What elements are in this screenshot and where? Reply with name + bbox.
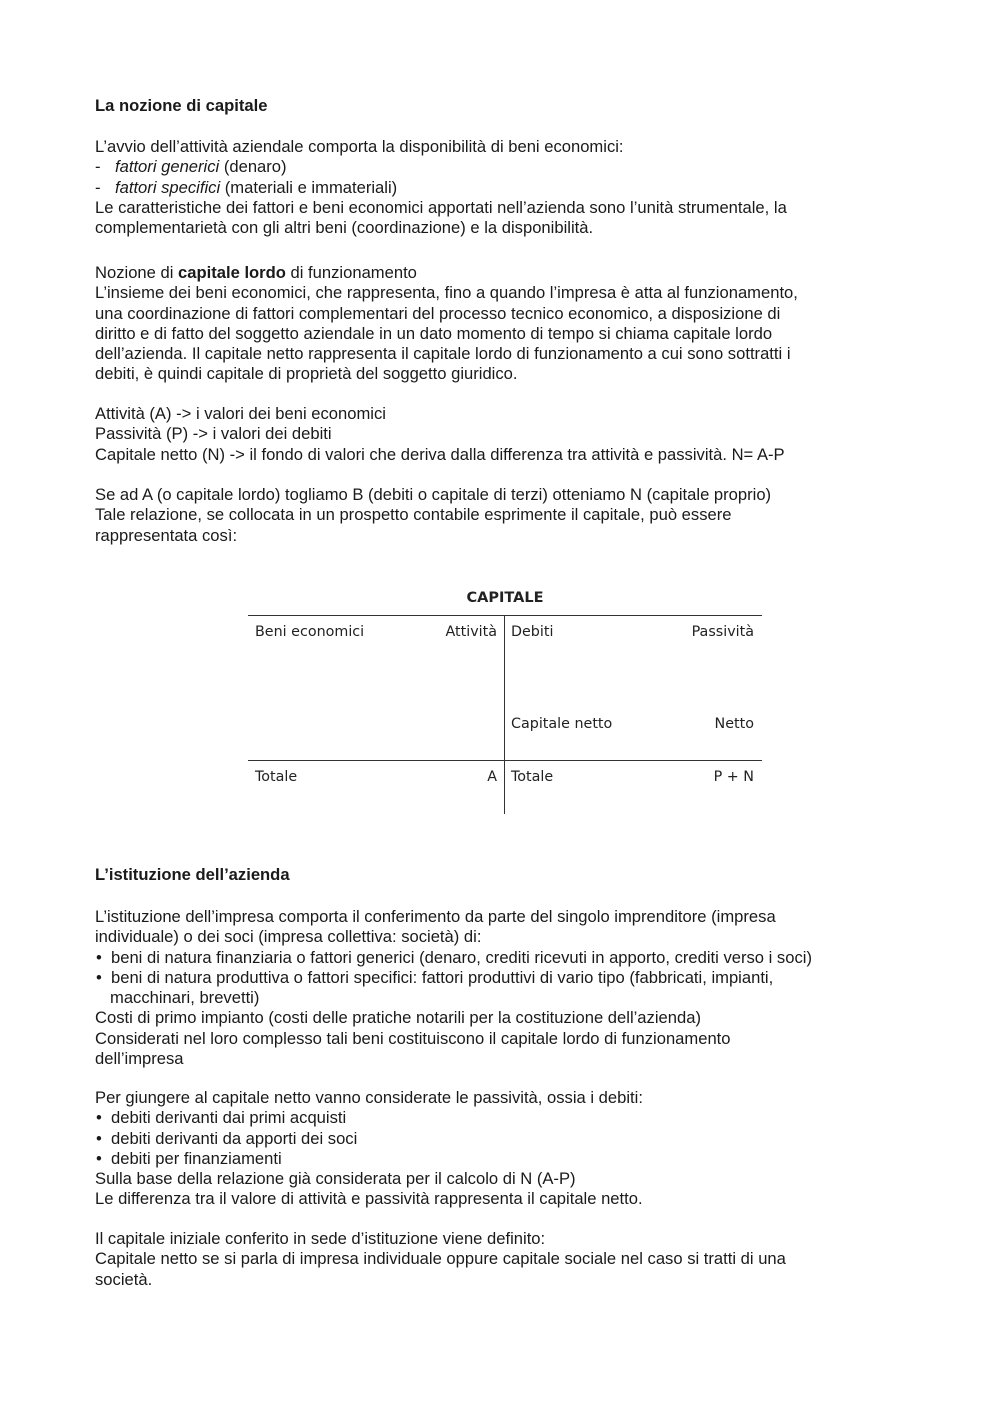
left-total-label: Totale: [255, 769, 298, 785]
right-mid-label: Capitale netto: [511, 716, 613, 732]
bullet-marker: •: [96, 1148, 102, 1168]
t-account-divider: [504, 615, 505, 814]
paragraph-line: Le differenza tra il valore di attività e passività rappresenta il capitale netto.: [95, 1189, 643, 1209]
list-item-italic: fattori generici: [115, 157, 220, 177]
section-title: La nozione di capitale: [95, 96, 268, 115]
paragraph-line: dell’impresa: [95, 1049, 184, 1069]
dash-marker: -: [95, 157, 101, 177]
paragraph-line: L’istituzione dell’impresa comporta il conferimento da parte del singolo imprenditore (impresa: [95, 907, 776, 926]
list-item-text: debiti per finanziamenti: [111, 1148, 282, 1168]
list-item-continuation: macchinari, brevetti): [110, 988, 260, 1008]
definitions-block: [95, 404, 915, 465]
paragraph-line: rappresentata così:: [95, 525, 238, 545]
intro-block: [95, 137, 915, 238]
passivita-block: [95, 1088, 915, 1210]
list-item-text: debiti derivanti dai primi acquisti: [111, 1108, 347, 1128]
paragraph-line: Considerati nel loro complesso tali beni costituiscono il capitale lordo di funzionamento: [95, 1028, 731, 1048]
definition-line: Capitale netto (N) -> il fondo di valori che deriva dalla differenza tra attività e passività. N= A-P: [95, 444, 785, 464]
left-total-value: A: [487, 769, 497, 785]
paragraph-line: Per giungere al capitale netto vanno considerate le passività, ossia i debiti:: [95, 1088, 643, 1107]
paragraph-line: L’insieme dei beni economici, che rappresenta, fino a quando l’impresa è atta al funzionamento,: [95, 283, 798, 303]
list-item-text: beni di natura produttiva o fattori specifici: fattori produttivi di vario tipo (fabbricati, impianti,: [111, 967, 774, 987]
nozione-bold: capitale lordo: [178, 263, 286, 282]
nozione-prefix: Nozione di: [95, 263, 179, 282]
right-mid-value: Netto: [714, 716, 754, 732]
list-item: [95, 157, 915, 177]
bullet-marker: •: [96, 967, 102, 987]
paragraph-line: Il capitale iniziale conferito in sede d’istituzione viene definito:: [95, 1229, 546, 1248]
paragraph-line: Tale relazione, se collocata in un prospetto contabile esprimente il capitale, può essere: [95, 505, 732, 525]
right-top-value: Passività: [691, 624, 754, 640]
list-item-italic: fattori specifici: [115, 177, 221, 197]
list-item: [95, 178, 915, 198]
paragraph-line: una coordinazione di fattori complementari del processo tecnico economico, a disposizione di: [95, 303, 781, 323]
capitale-lordo-block: [95, 263, 915, 385]
section-istituzione: [95, 865, 915, 885]
bullet-marker: •: [96, 1128, 102, 1148]
definition-line: Attività (A) -> i valori dei beni economici: [95, 404, 386, 423]
paragraph-line: Costi di primo impianto (costi delle pratiche notarili per la costituzione dell’azienda): [95, 1008, 701, 1028]
istituzione-block: [95, 907, 915, 1069]
list-item-rest: (materiali e immateriali): [220, 177, 398, 197]
section-title: L’istituzione dell’azienda: [95, 865, 290, 884]
paragraph-line: società.: [95, 1269, 153, 1289]
bullet-marker: •: [96, 947, 102, 967]
paragraph-line: Sulla base della relazione già considerata per il calcolo di N (A-P): [95, 1169, 576, 1189]
list-item-text: debiti derivanti da apporti dei soci: [111, 1128, 358, 1148]
list-item: [95, 968, 915, 988]
intro-text: L’avvio dell’attività aziendale comporta la disponibilità di beni economici:: [95, 137, 624, 156]
paragraph-line: debiti, è quindi capitale di proprietà del soggetto giuridico.: [95, 364, 518, 384]
paragraph-line: individuale) o dei soci (impresa collettiva: società) di:: [95, 927, 482, 947]
list-item-rest: (denaro): [219, 157, 287, 177]
list-item: [95, 1149, 915, 1169]
left-top-value: Attività: [445, 624, 497, 640]
nozione-suffix: di funzionamento: [285, 263, 417, 282]
right-top-label: Debiti: [511, 624, 554, 640]
list-item-text: beni di natura finanziaria o fattori generici (denaro, crediti ricevuti in apporto, crediti verso i soci): [111, 947, 812, 967]
left-top-label: Beni economici: [255, 624, 365, 640]
conclusion-block: [95, 1229, 915, 1290]
relation-block: [95, 485, 915, 546]
dash-marker: -: [95, 177, 101, 197]
paragraph-line: complementarietà con gli altri beni (coordinazione) e la disponibilità.: [95, 218, 594, 238]
paragraph-line: Capitale netto se si parla di impresa individuale oppure capitale sociale nel caso si tratti di una: [95, 1249, 786, 1269]
bullet-marker: •: [96, 1108, 102, 1128]
t-account-title: CAPITALE: [466, 590, 544, 606]
paragraph-line: diritto e di fatto del soggetto aziendale in un dato momento di tempo si chiama capitale lordo: [95, 323, 773, 343]
right-total-value: P + N: [713, 769, 754, 785]
right-total-label: Totale: [511, 769, 554, 785]
paragraph-line: dell’azienda. Il capitale netto rappresenta il capitale lordo di funzionamento a cui sono sottratti i: [95, 344, 791, 364]
list-item: [95, 948, 915, 968]
t-account-top-line: [248, 615, 762, 616]
t-account-total-line: [248, 760, 762, 761]
paragraph-line: Se ad A (o capitale lordo) togliamo B (debiti o capitale di terzi) otteniamo N (capitale proprio): [95, 485, 772, 504]
definition-line: Passività (P) -> i valori dei debiti: [95, 424, 332, 444]
section-nozione-capitale: [95, 96, 915, 116]
capitale-t-account: [248, 588, 762, 814]
paragraph-line: Le caratteristiche dei fattori e beni economici apportati nell’azienda sono l’unità strumentale, la: [95, 197, 787, 217]
nozione-heading: [95, 263, 915, 283]
list-item: [95, 1108, 915, 1128]
list-item: [95, 1129, 915, 1149]
